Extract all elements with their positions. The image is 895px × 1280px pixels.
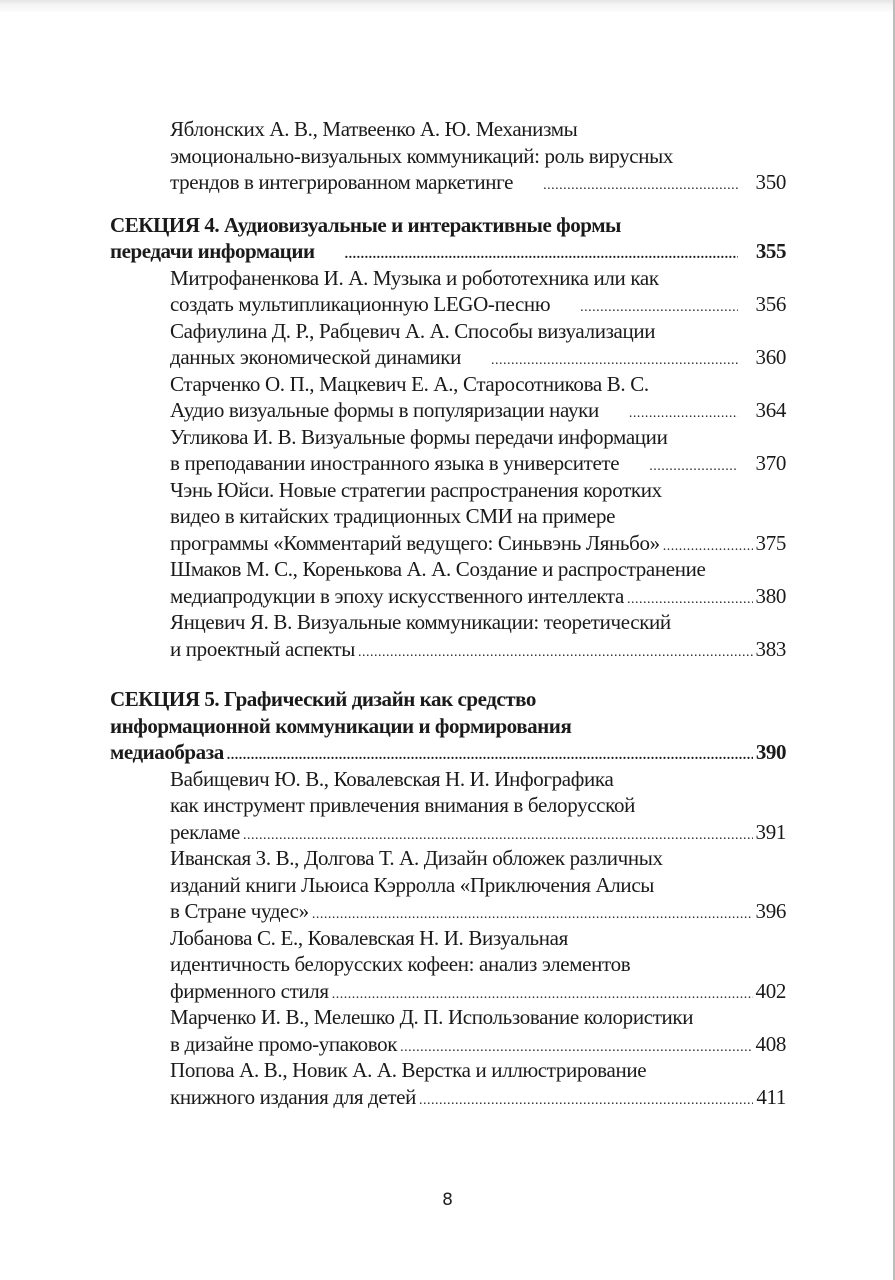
entry-line: Угликова И. В. Визуальные формы передачи информации	[170, 424, 668, 449]
entry-page: 360	[755, 345, 786, 369]
entry-line: Попова А. В., Новик А. А. Верстка и иллюстрирование	[170, 1058, 647, 1082]
entry-page: 350	[755, 170, 786, 194]
toc-entry[interactable]	[110, 609, 786, 662]
viewer-top-bar	[0, 0, 895, 12]
entry-line: фирменного стиля	[170, 978, 329, 1003]
toc-entry[interactable]	[110, 1057, 786, 1110]
entry-line: Митрофаненкова И. А. Музыка и робототехника или как	[170, 265, 659, 290]
entry-line: Сафиулина Д. Р., Рабцевич А. А. Способы визуализации	[170, 318, 656, 343]
section-5-heading[interactable]	[110, 686, 786, 766]
leader-dots	[543, 173, 737, 200]
entry-page: 408	[755, 1031, 786, 1056]
leader-dots	[649, 454, 737, 481]
entry-line: в преподавании иностранного языка в университете	[170, 451, 620, 475]
entry-page: 402	[755, 978, 786, 1003]
entry-line: Шмаков М. С., Коренькова А. А. Создание и распространение	[170, 557, 706, 581]
entry-page: 370	[755, 451, 786, 475]
entry-line: в дизайне промо-упаковок	[170, 1031, 398, 1056]
entry-line: данных экономической динамики	[170, 345, 462, 369]
entry-line: Янцевич Я. В. Визуальные коммуникации: теоретический	[170, 610, 671, 634]
entry-line: трендов в интегрированном маркетинге	[170, 170, 514, 194]
toc-entry[interactable]	[110, 1004, 786, 1057]
entry-line: медиапродукции в эпоху искусственного интеллекта	[170, 583, 624, 608]
entry-line: создать мультипликационную LEGO-песню	[170, 292, 551, 316]
entry-line: в Стране чудес»	[170, 899, 309, 923]
toc-entry[interactable]	[110, 556, 786, 609]
toc-entry[interactable]	[110, 116, 786, 196]
entry-line: Аудио визуальные формы в популяризации науки	[170, 398, 599, 422]
entry-line: программы «Комментарий ведущего: Синьвэнь Ляньбо»	[170, 530, 660, 555]
toc-entry[interactable]	[110, 318, 786, 371]
entry-line: Чэнь Юйси. Новые стратегии распространения коротких	[170, 477, 662, 502]
entry-page: 383	[755, 636, 786, 661]
toc-entry[interactable]	[110, 477, 786, 557]
entry-line: рекламе	[170, 819, 240, 844]
section-title-line: информационной коммуникации и формирования	[110, 713, 572, 738]
section-page: 390	[755, 740, 786, 764]
entry-page: 356	[755, 292, 786, 316]
entry-page: 380	[755, 583, 786, 608]
entry-page: 411	[756, 1084, 786, 1109]
toc-entry[interactable]	[110, 371, 786, 424]
entry-page: 391	[755, 819, 786, 844]
entry-page: 364	[755, 398, 786, 422]
section-title-line: СЕКЦИЯ 5. Графический дизайн как средство	[110, 687, 536, 711]
entry-line: как инструмент привлечения внимания в белорусской	[170, 793, 635, 817]
section-title-line: передачи информации	[110, 239, 315, 263]
section-page: 355	[755, 239, 786, 263]
toc-entry[interactable]	[110, 925, 786, 1005]
leader-dots	[419, 1088, 753, 1115]
entry-line: эмоционально-визуальных коммуникаций: роль вирусных	[170, 143, 674, 168]
entry-line: Марченко И. В., Мелешко Д. П. Использование колористики	[170, 1005, 694, 1029]
toc-entry[interactable]	[110, 424, 786, 477]
entry-line: Старченко О. П., Мацкевич Е. А., Старосотникова В. С.	[170, 371, 649, 396]
entry-line: Иванская З. В., Долгова Т. А. Дизайн обложек различных	[170, 846, 663, 870]
entry-line: идентичность белорусских кофеен: анализ элементов	[170, 952, 631, 976]
entry-line: Вабищевич Ю. В., Ковалевская Н. И. Инфографика	[170, 766, 614, 791]
entry-line: и проектный аспекты	[170, 636, 356, 661]
entry-page: 396	[755, 899, 786, 923]
entry-page: 375	[755, 530, 786, 555]
leader-dots	[358, 640, 753, 667]
toc-entry[interactable]	[110, 845, 786, 925]
section-title-line: СЕКЦИЯ 4. Аудиовизуальные и интерактивные формы	[110, 212, 622, 237]
section-title-line: медиаобраза	[110, 740, 224, 764]
entry-line: книжного издания для детей	[170, 1084, 417, 1109]
section-4-heading[interactable]	[110, 212, 786, 265]
entry-line: изданий книги Льюиса Кэрролла «Приключения Алисы	[170, 872, 655, 897]
toc-entry[interactable]	[110, 766, 786, 846]
entry-line: Яблонских А. В., Матвеенко А. Ю. Механизмы	[170, 117, 578, 141]
toc-entry[interactable]	[110, 265, 786, 318]
page-number: 8	[442, 1190, 453, 1210]
table-of-contents	[110, 116, 786, 1110]
entry-line: Лобанова С. Е., Ковалевская Н. И. Визуальная	[170, 925, 568, 950]
entry-line: видео в китайских традиционных СМИ на примере	[170, 504, 616, 528]
